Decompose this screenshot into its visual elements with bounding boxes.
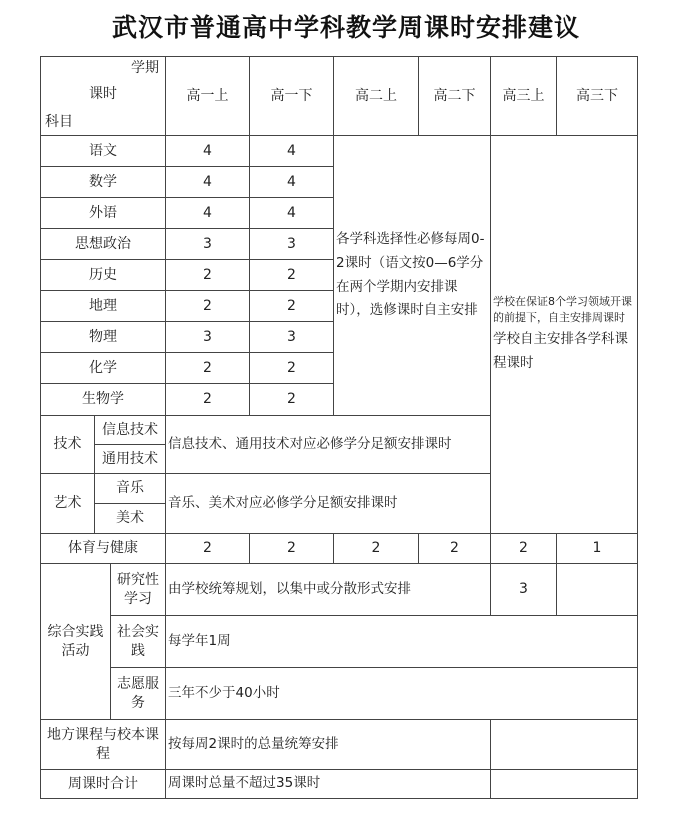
- technology-item: 通用技术: [95, 445, 166, 474]
- local-empty: [491, 720, 638, 770]
- pe-hours: 2: [334, 534, 419, 564]
- grade3-note-line1: 学校在保证8个学习领域开课的前提下，自主安排周课时: [493, 294, 633, 325]
- practice-row: [41, 616, 638, 668]
- table-row: [41, 136, 638, 167]
- hours-cell: 4: [166, 167, 250, 198]
- hours-cell: 2: [250, 291, 334, 322]
- local-note: 按每周2课时的总量统筹安排: [166, 720, 491, 770]
- subject-name: 化学: [41, 353, 166, 384]
- hours-cell: 4: [250, 167, 334, 198]
- local-label: 地方课程与校本课程: [41, 720, 166, 770]
- research-label: 研究性学习: [111, 564, 166, 616]
- research-note: 由学校统筹规划，以集中或分散形式安排: [166, 564, 491, 616]
- practice-row: [41, 564, 638, 616]
- subject-name: 物理: [41, 322, 166, 353]
- term-header: 高一上: [166, 57, 250, 136]
- hours-cell: 4: [250, 136, 334, 167]
- subject-name: 外语: [41, 198, 166, 229]
- grade2-note: 各学科选择性必修每周0-2课时（语文按0—6学分在两个学期内安排课时），选修课时自主安排: [334, 136, 491, 416]
- arts-group: 艺术: [41, 474, 95, 534]
- hours-cell: 2: [166, 291, 250, 322]
- technology-item: 信息技术: [95, 416, 166, 445]
- practice-row: [41, 668, 638, 720]
- practice-group: 综合实践活动: [41, 564, 111, 720]
- hours-cell: 3: [166, 322, 250, 353]
- technology-note: 信息技术、通用技术对应必修学分足额安排课时: [166, 416, 491, 474]
- hours-cell: 2: [250, 353, 334, 384]
- hours-cell: 3: [250, 229, 334, 260]
- term-header: 高三下: [557, 57, 638, 136]
- hours-cell: 2: [250, 384, 334, 416]
- subject-name: 历史: [41, 260, 166, 291]
- arts-note: 音乐、美术对应必修学分足额安排课时: [166, 474, 491, 534]
- hours-cell: 4: [250, 198, 334, 229]
- local-row: [41, 720, 638, 770]
- pe-row: [41, 534, 638, 564]
- grade3-note: [491, 136, 638, 534]
- hours-cell: 2: [166, 260, 250, 291]
- term-header: 高三上: [491, 57, 557, 136]
- corner-cell: [41, 57, 166, 136]
- corner-hours: 课时: [89, 86, 117, 102]
- hours-cell: 2: [166, 384, 250, 416]
- total-empty: [491, 770, 638, 799]
- subject-name: 思想政治: [41, 229, 166, 260]
- grade3-note-line2: 学校自主安排各学科课程课时: [493, 330, 629, 371]
- page-title: 武汉市普通高中学科教学周课时安排建议: [111, 13, 580, 42]
- pe-hours: 2: [419, 534, 491, 564]
- research-empty: [557, 564, 638, 616]
- hours-cell: 2: [250, 260, 334, 291]
- hours-cell: 3: [250, 322, 334, 353]
- term-header: 高二下: [419, 57, 491, 136]
- subject-name: 数学: [41, 167, 166, 198]
- social-label: 社会实践: [111, 616, 166, 668]
- hours-cell: 4: [166, 198, 250, 229]
- subject-name: 生物学: [41, 384, 166, 416]
- pe-hours: 2: [166, 534, 250, 564]
- social-note: 每学年1周: [166, 616, 638, 668]
- total-row: [41, 770, 638, 799]
- technology-group: 技术: [41, 416, 95, 474]
- term-header: 高一下: [250, 57, 334, 136]
- corner-subject: 科目: [45, 114, 73, 131]
- subject-name: 地理: [41, 291, 166, 322]
- total-note: 周课时总量不超过35课时: [166, 770, 491, 799]
- hours-cell: 3: [166, 229, 250, 260]
- corner-term: 学期: [131, 60, 160, 76]
- pe-hours: 2: [250, 534, 334, 564]
- hours-cell: 4: [166, 136, 250, 167]
- term-header: 高二上: [334, 57, 419, 136]
- pe-label: 体育与健康: [41, 534, 166, 564]
- arts-item: 音乐: [95, 474, 166, 504]
- pe-hours: 2: [491, 534, 557, 564]
- research-grade3: 3: [491, 564, 557, 616]
- total-label: 周课时合计: [41, 770, 166, 799]
- pe-hours: 1: [557, 534, 638, 564]
- volunteer-note: 三年不少于40小时: [166, 668, 638, 720]
- header-row: [41, 57, 638, 136]
- arts-item: 美术: [95, 504, 166, 534]
- volunteer-label: 志愿服务: [111, 668, 166, 720]
- subject-name: 语文: [41, 136, 166, 167]
- schedule-table: [40, 56, 638, 799]
- hours-cell: 2: [166, 353, 250, 384]
